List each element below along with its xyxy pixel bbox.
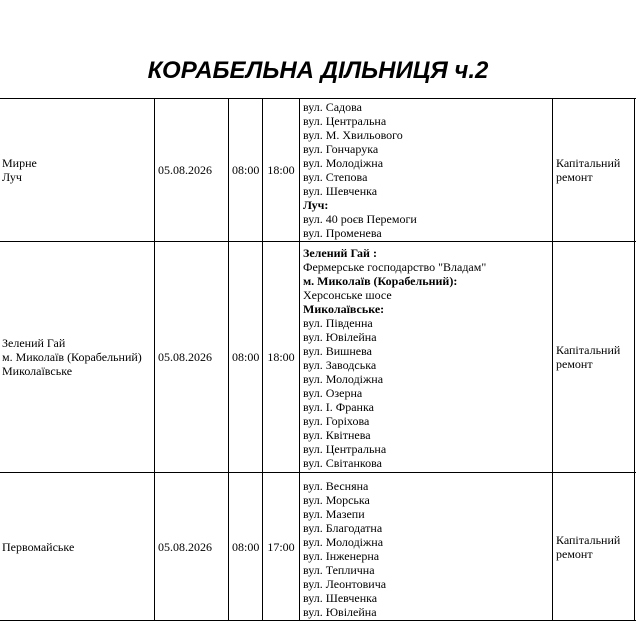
- page-title: КОРАБЕЛЬНА ДІЛЬНИЦЯ ч.2: [147, 57, 489, 84]
- start-time-cell: 08:00: [229, 242, 263, 473]
- street-group-heading: Зелений Гай :: [303, 246, 377, 260]
- locality-cell: [0, 473, 155, 621]
- street-name: вул. Південна: [303, 316, 373, 330]
- street-name: вул. Весняна: [303, 478, 369, 493]
- street-name: вул. 40 роєв Перемоги: [303, 212, 417, 226]
- street-name: Херсонське шосе: [303, 288, 392, 302]
- reason-text: Капітальний: [556, 156, 621, 170]
- end-time-cell: 18:00: [263, 99, 300, 242]
- street-group-heading: м. Миколаїв (Корабельний):: [303, 274, 458, 288]
- date-cell: 05.08.2026: [155, 473, 229, 621]
- reason-cell: [553, 473, 635, 621]
- date-cell: 05.08.2026: [155, 242, 229, 473]
- street-name: вул. Ювілейна: [303, 604, 377, 619]
- reason-cell: [553, 242, 635, 473]
- reason-text: ремонт: [556, 357, 593, 371]
- locality-cell: [0, 242, 155, 473]
- streets-cell: [300, 99, 553, 242]
- street-name: вул. Садова: [303, 100, 362, 114]
- start-time-cell: 08:00: [229, 473, 263, 621]
- reason-text: Капітальний: [556, 532, 621, 547]
- street-name: Фермерське господарство "Владам": [303, 260, 487, 274]
- locality-name: м. Миколаїв (Корабельний): [2, 350, 142, 364]
- end-time-cell: 18:00: [263, 242, 300, 473]
- end-time-cell: 17:00: [263, 473, 300, 621]
- locality-name: Миколаївське: [2, 364, 73, 378]
- start-time-cell: 08:00: [229, 99, 263, 242]
- locality-name: Зелений Гай: [2, 336, 66, 350]
- street-name: вул. І. Франка: [303, 400, 374, 414]
- street-name: вул. Квітнева: [303, 428, 371, 442]
- locality-name: Первомайське: [2, 539, 75, 554]
- streets-cell: [300, 473, 553, 621]
- street-name: вул. Мазепи: [303, 506, 365, 521]
- street-name: вул. М. Хвильового: [303, 128, 403, 142]
- table-row: [0, 473, 636, 621]
- street-name: вул. Молодіжна: [303, 534, 384, 549]
- street-name: вул. Степова: [303, 170, 368, 184]
- locality-cell: [0, 99, 155, 242]
- reason-cell: [553, 99, 635, 242]
- street-name: вул. Інженерна: [303, 548, 380, 563]
- locality-name: Мирне: [2, 156, 37, 170]
- street-name: вул. Променева: [303, 226, 382, 240]
- streets-cell: [300, 242, 553, 473]
- street-name: вул. Морська: [303, 492, 370, 507]
- reason-text: ремонт: [556, 170, 593, 184]
- table-row: [0, 242, 636, 473]
- street-name: вул. Шевченка: [303, 590, 378, 605]
- street-group-heading: Миколаївське:: [303, 302, 385, 316]
- table-row: [0, 99, 636, 242]
- locality-name: Луч: [2, 170, 22, 184]
- street-name: вул. Центральна: [303, 114, 387, 128]
- street-name: вул. Вишнева: [303, 344, 372, 358]
- street-name: вул. Леонтовича: [303, 576, 387, 591]
- street-name: вул. Теплична: [303, 562, 375, 577]
- street-name: вул. Гончарука: [303, 142, 379, 156]
- street-name: вул. Молодіжна: [303, 156, 384, 170]
- street-name: вул. Молодіжна: [303, 372, 384, 386]
- reason-text: ремонт: [556, 546, 593, 561]
- street-name: вул. Шевченка: [303, 184, 378, 198]
- street-name: вул. Озерна: [303, 386, 363, 400]
- date-cell: 05.08.2026: [155, 99, 229, 242]
- street-name: вул. Центральна: [303, 442, 387, 456]
- street-name: вул. Ювілейна: [303, 330, 377, 344]
- street-group-heading: Луч:: [303, 198, 329, 212]
- street-name: вул. Світанкова: [303, 456, 382, 470]
- street-name: вул. Благодатна: [303, 520, 383, 535]
- reason-text: Капітальний: [556, 343, 621, 357]
- street-name: вул. Горіхова: [303, 414, 370, 428]
- outage-schedule-table: [0, 98, 636, 621]
- street-name: вул. Заводська: [303, 358, 377, 372]
